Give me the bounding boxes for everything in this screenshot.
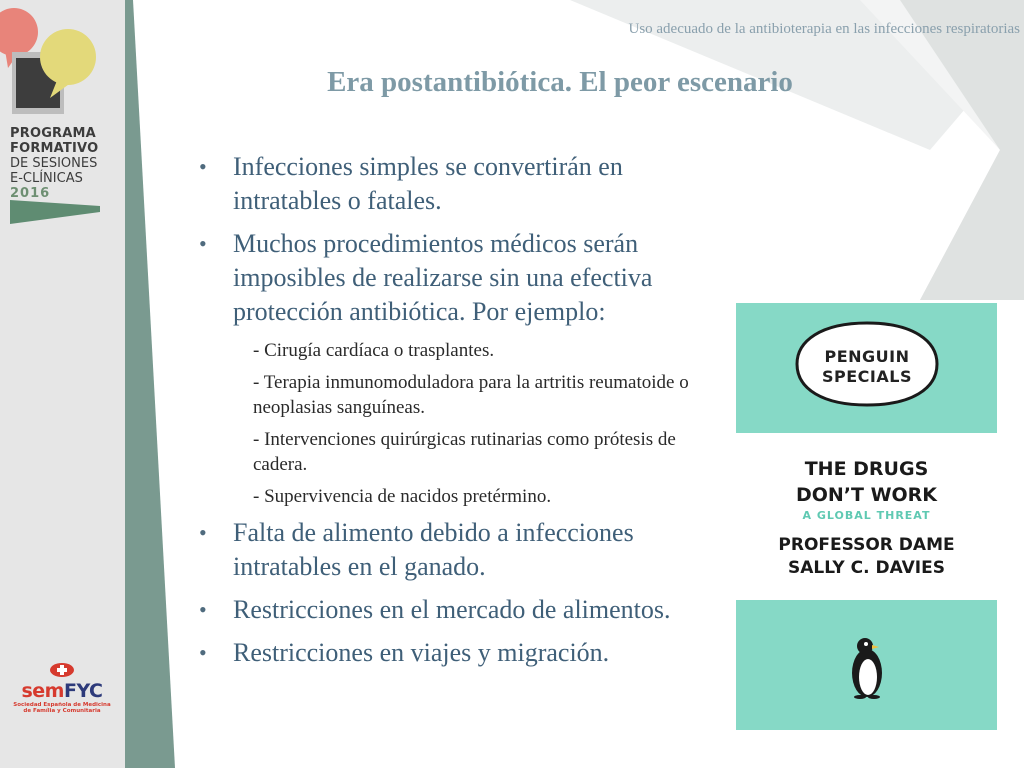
semfyc-emblem-icon bbox=[49, 662, 75, 678]
bullet-marker: • bbox=[199, 231, 207, 256]
program-bar-decoration bbox=[10, 200, 100, 224]
slide-title: Era postantibiótica. El peor escenario bbox=[327, 66, 793, 98]
bullet-item bbox=[197, 516, 727, 584]
bullet-text: Restricciones en el mercado de alimentos. bbox=[233, 595, 671, 624]
bullet-marker: • bbox=[199, 520, 207, 545]
semfyc-org-line2: de Família y Comunitaria bbox=[23, 708, 101, 714]
bullet-text: Restricciones en viajes y migración. bbox=[233, 638, 610, 667]
semfyc-wordmark-fyc: FYC bbox=[63, 680, 103, 702]
semfyc-wordmark-sem: sem bbox=[21, 680, 64, 702]
bullet-item bbox=[197, 636, 727, 670]
series-line2: SPECIALS bbox=[822, 367, 912, 386]
yellow-bubble bbox=[40, 29, 96, 85]
program-line1: PROGRAMA bbox=[10, 126, 96, 141]
sub-item: - Intervenciones quirúrgicas rutinarias como prótesis de cadera. bbox=[253, 429, 676, 475]
bullet-text: Infecciones simples se convertirán en intratables o fatales. bbox=[233, 152, 623, 215]
program-logo-bubbles bbox=[0, 0, 110, 125]
program-line2: FORMATIVO bbox=[10, 141, 99, 156]
penguin-logo-icon bbox=[848, 635, 886, 699]
series-label bbox=[793, 347, 941, 387]
bullet-marker: • bbox=[199, 640, 207, 665]
bullet-text: Falta de alimento debido a infecciones intratables en el ganado. bbox=[233, 518, 634, 581]
book-author bbox=[736, 534, 997, 580]
sub-item: - Terapia inmunomoduladora para la artritis reumatoide o neoplasias sanguíneas. bbox=[253, 372, 689, 418]
stripe-band bbox=[125, 0, 175, 768]
book-title-line1: THE DRUGS bbox=[804, 458, 929, 480]
slide-content bbox=[197, 150, 727, 679]
program-title bbox=[10, 126, 120, 201]
bullet-item bbox=[197, 150, 727, 218]
book-title bbox=[736, 456, 997, 508]
bullet-marker: • bbox=[199, 154, 207, 179]
semfyc-logo bbox=[6, 662, 118, 714]
bar-shape bbox=[10, 200, 100, 224]
book-author-line1: PROFESSOR DAME bbox=[778, 535, 955, 555]
sub-item: - Cirugía cardíaca o trasplantes. bbox=[253, 340, 495, 361]
series-line1: PENGUIN bbox=[824, 347, 910, 366]
program-line3: DE SESIONES bbox=[10, 156, 98, 171]
semfyc-org-line1: Sociedad Española de Medicina bbox=[13, 702, 111, 708]
program-line4: E-CLÍNICAS bbox=[10, 171, 83, 186]
bullet-text: Muchos procedimientos médicos serán imposibles de realizarse sin una efectiva protección antibiótica. Por ejemplo: bbox=[233, 229, 653, 326]
sub-item: - Supervivencia de nacidos pretérmino. bbox=[253, 486, 552, 507]
semfyc-wordmark bbox=[6, 680, 118, 702]
bullet-item bbox=[197, 227, 727, 329]
book-subtitle: A GLOBAL THREAT bbox=[802, 509, 931, 522]
book-cover-image bbox=[736, 303, 997, 730]
bullet-marker: • bbox=[199, 597, 207, 622]
book-author-line2: SALLY C. DAVIES bbox=[788, 558, 945, 578]
slide-header-subtitle: Uso adecuado de la antibioterapia en las infecciones respiratorias bbox=[628, 21, 1020, 37]
book-title-line2: DON’T WORK bbox=[795, 484, 938, 506]
bullet-item bbox=[197, 593, 727, 627]
program-year: 2016 bbox=[10, 186, 51, 201]
